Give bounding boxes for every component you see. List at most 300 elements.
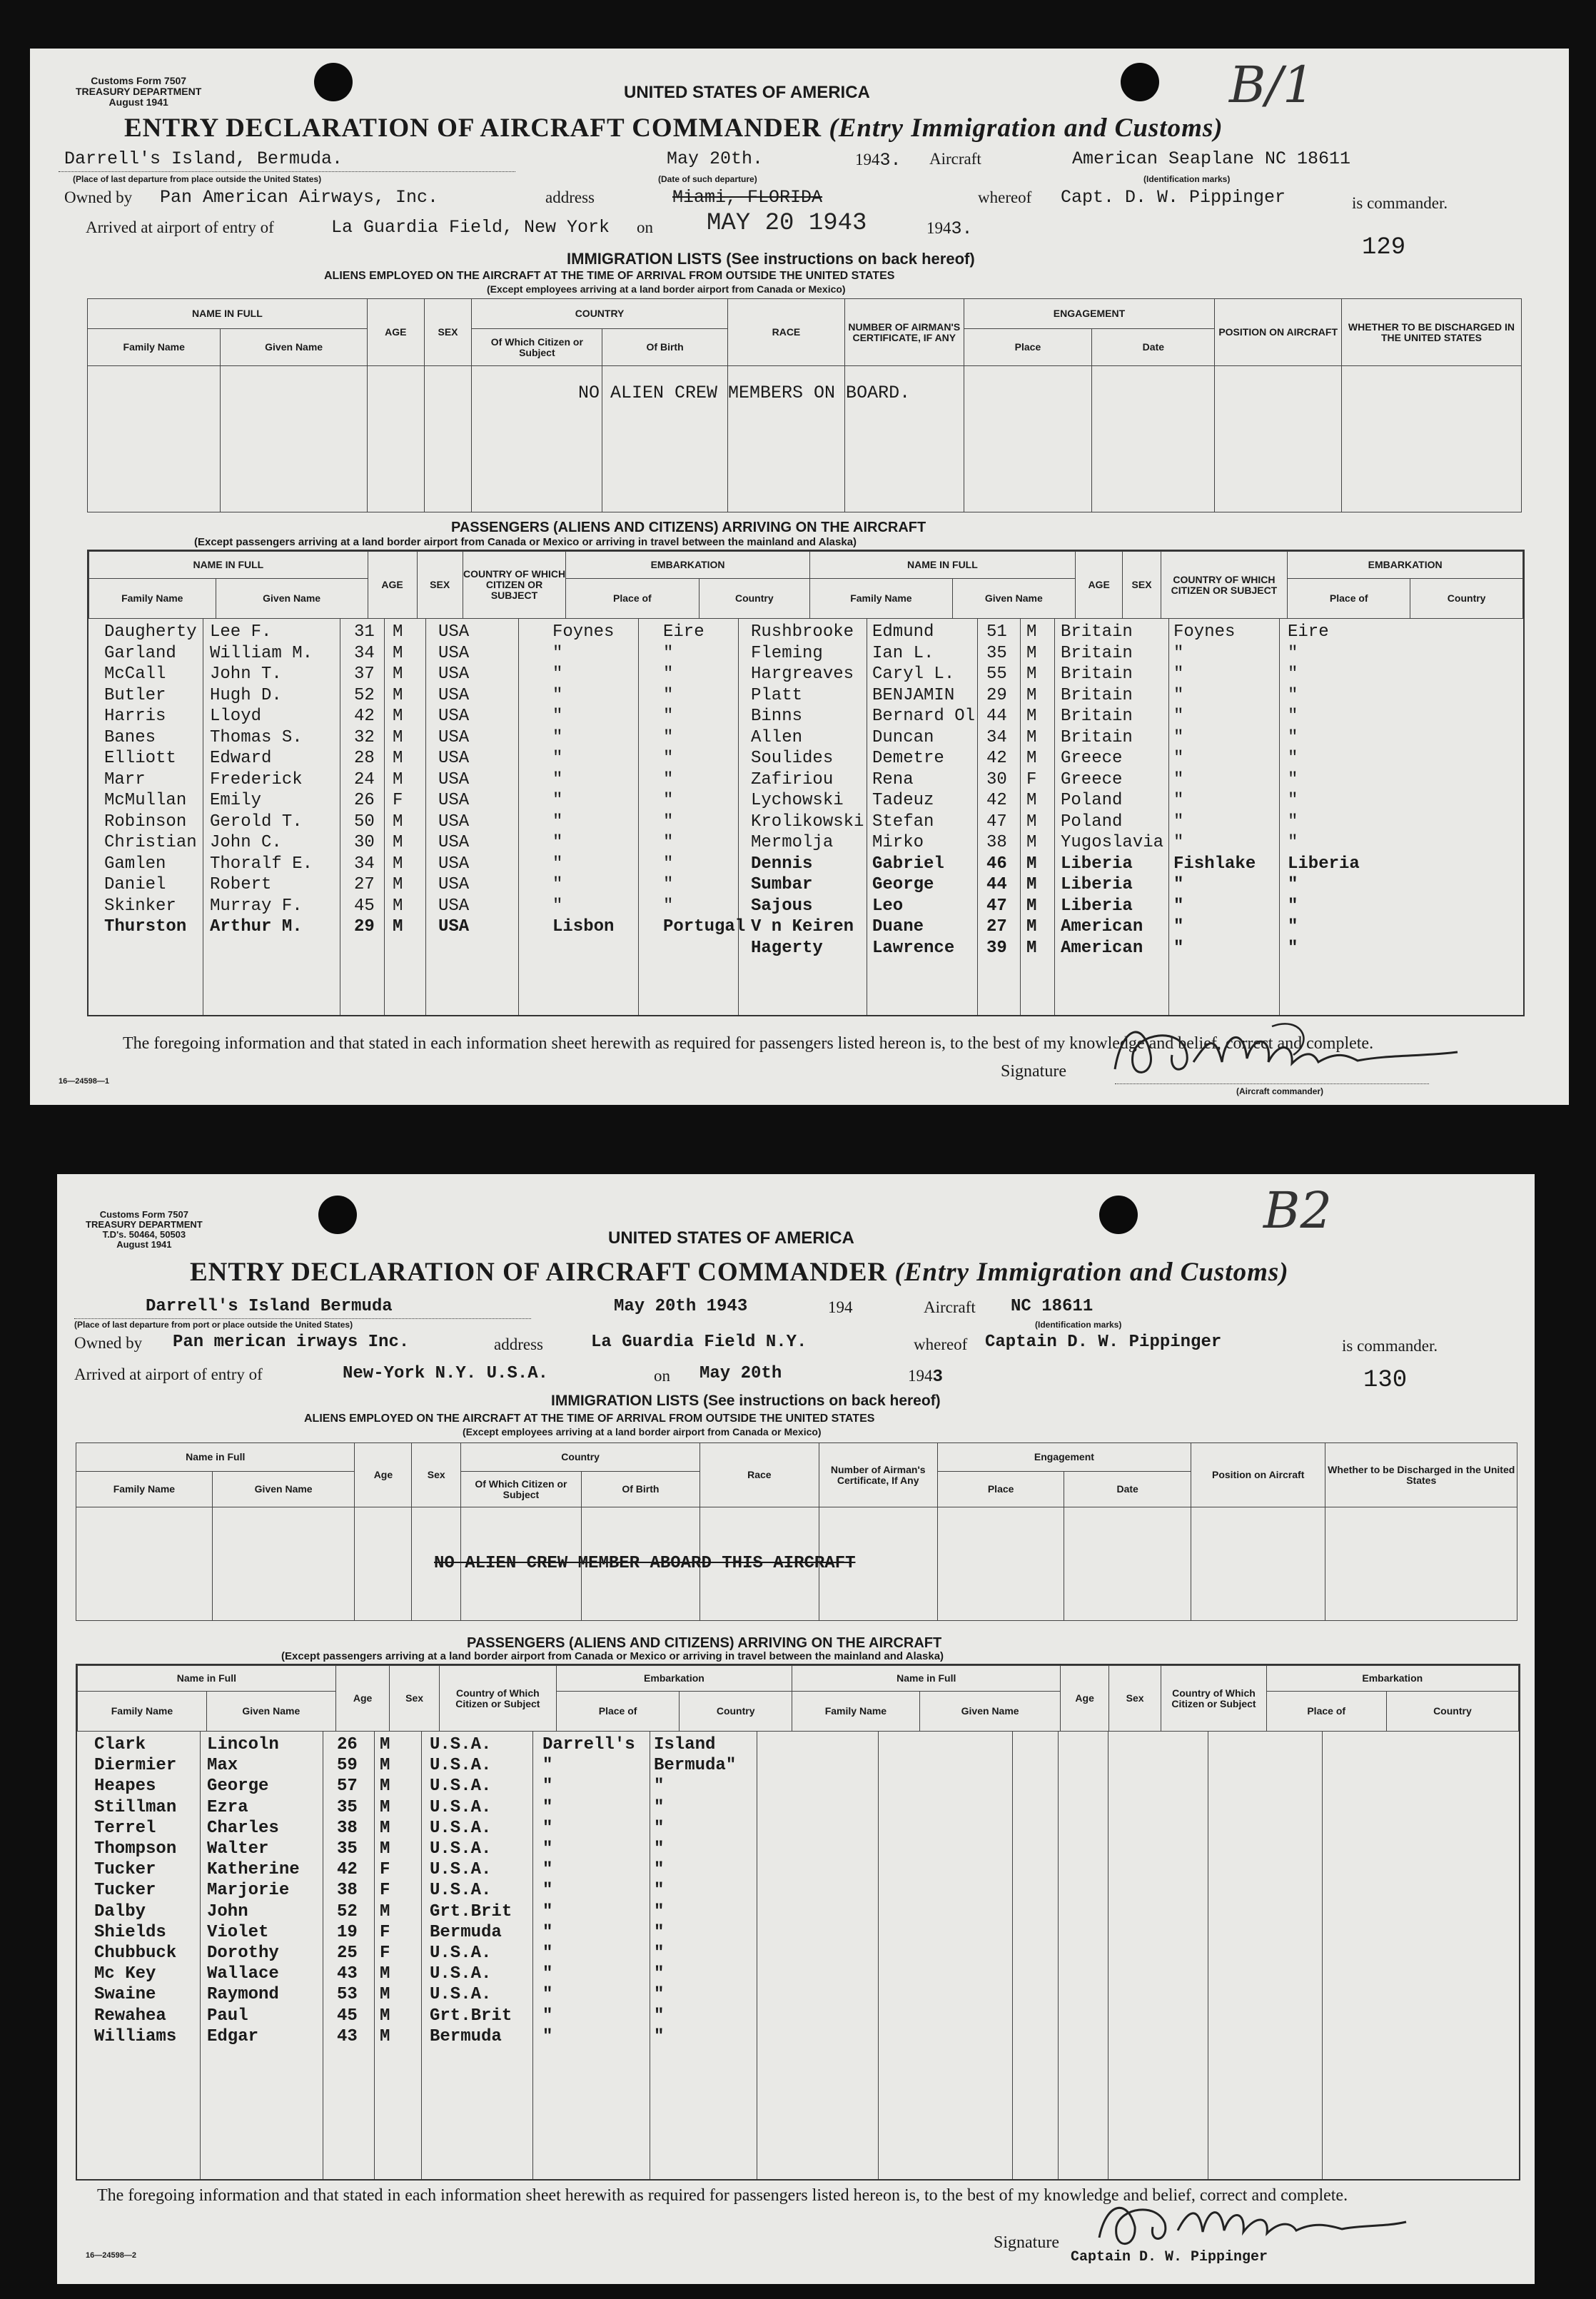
passenger-place: " xyxy=(552,685,563,705)
passenger-country: " xyxy=(1288,665,1298,684)
passenger-cit: USA xyxy=(438,749,470,768)
arrival-year-suffix: 3. xyxy=(951,218,973,239)
form-code: 16—24598—1 xyxy=(59,1077,109,1086)
passenger-family: Rushbrooke xyxy=(751,622,854,642)
passenger-family: Mermolja xyxy=(751,833,834,852)
passenger-sex: M xyxy=(380,1818,390,1838)
passenger-place: " xyxy=(542,1944,553,1963)
passenger-age: 42 xyxy=(986,749,1007,768)
passenger-country: " xyxy=(654,1818,665,1838)
passenger-place: Foynes xyxy=(1173,622,1236,642)
passenger-sex: M xyxy=(1026,833,1037,852)
passenger-age: 42 xyxy=(354,707,375,726)
passenger-place: " xyxy=(552,665,563,684)
passenger-given: George xyxy=(207,1777,269,1797)
passenger-cit: USA xyxy=(438,875,470,894)
on-label: on xyxy=(637,218,653,236)
passenger-family: Lychowski xyxy=(751,791,844,810)
passenger-age: 43 xyxy=(337,1964,358,1984)
passenger-family: Stillman xyxy=(94,1797,177,1817)
pass-header-family: Family Name xyxy=(78,1692,207,1732)
passenger-country: " xyxy=(1288,685,1298,705)
passenger-age: 35 xyxy=(986,643,1007,663)
passenger-country: " xyxy=(663,643,674,663)
passenger-age: 28 xyxy=(354,749,375,768)
passenger-age: 55 xyxy=(986,665,1007,684)
passenger-age: 47 xyxy=(986,896,1007,916)
pass-header-age-right: AGE xyxy=(1075,552,1123,619)
passenger-place: " xyxy=(1173,769,1184,789)
passenger-row xyxy=(89,728,1523,749)
passenger-cit: Poland xyxy=(1061,791,1123,810)
passenger-cit: USA xyxy=(438,685,470,705)
passenger-row xyxy=(89,686,1523,707)
passenger-row xyxy=(77,1881,1519,1901)
passenger-country: Eire xyxy=(663,622,704,642)
aliens-title: ALIENS EMPLOYED ON THE AIRCRAFT AT THE TIME OF ARRIVAL FROM OUTSIDE THE UNITED STATES xyxy=(324,270,895,282)
passenger-place: " xyxy=(542,2026,553,2046)
passenger-age: 45 xyxy=(337,2006,358,2026)
passengers-note: (Except passengers arriving at a land border airport from Canada or Mexico or arriving in travel between the mainland and Alaska) xyxy=(281,1650,944,1662)
passenger-sex: M xyxy=(1026,643,1037,663)
passenger-sex: M xyxy=(393,917,403,936)
passenger-country: " xyxy=(1288,707,1298,726)
passenger-place: " xyxy=(1173,833,1184,852)
passenger-cit: U.S.A. xyxy=(430,1735,492,1754)
pass-header-family-right: Family Name xyxy=(792,1692,920,1732)
pencil-mark: B2 xyxy=(1263,1181,1332,1240)
passenger-sex: M xyxy=(380,1735,390,1754)
passenger-country: " xyxy=(663,685,674,705)
passenger-given: Lloyd xyxy=(210,707,262,726)
pass-header-sex-right: SEX xyxy=(1123,552,1161,619)
departure-caption: (Place of last departure from place outside the United States) xyxy=(73,174,322,184)
passenger-given: George xyxy=(872,875,934,894)
pass-header-name: Name in Full xyxy=(78,1666,336,1692)
passenger-age: 44 xyxy=(986,875,1007,894)
declaration-form-130 xyxy=(57,1174,1535,2284)
passenger-family: Soulides xyxy=(751,749,834,768)
passenger-country: " xyxy=(663,896,674,916)
passenger-sex: F xyxy=(1026,769,1037,789)
passenger-given: Rena xyxy=(872,769,914,789)
crew-header-family: Family Name xyxy=(88,329,221,366)
passenger-country: " xyxy=(1288,749,1298,768)
passenger-age: 52 xyxy=(337,1901,358,1921)
passenger-row xyxy=(77,2006,1519,2027)
arrival-airport: New-York N.Y. U.S.A. xyxy=(343,1364,549,1383)
passenger-family: Robinson xyxy=(104,812,187,832)
passenger-row xyxy=(77,1756,1519,1777)
passenger-cit: USA xyxy=(438,769,470,789)
passengers-note: (Except passengers arriving at a land border airport from Canada or Mexico or arriving in travel between the mainland and Alaska) xyxy=(194,536,857,548)
form-header-block xyxy=(76,76,201,108)
passenger-cit: Britain xyxy=(1061,685,1133,705)
crew-header-birth: Of Birth xyxy=(602,329,727,366)
passenger-place: " xyxy=(552,727,563,747)
pass-header-family: Family Name xyxy=(89,579,216,619)
whereof-label: whereof xyxy=(914,1335,968,1353)
passenger-cit: Grt.Brit xyxy=(430,2006,512,2026)
aircraft-label: Aircraft xyxy=(929,150,981,168)
passenger-family: Christian xyxy=(104,833,197,852)
passenger-family: Sumbar xyxy=(751,875,813,894)
passenger-family: Dennis xyxy=(751,854,813,874)
crew-header-country: Country xyxy=(461,1443,700,1472)
crew-header-certificate: Number of Airman's Certificate, If Any xyxy=(819,1443,937,1507)
passenger-place: " xyxy=(1173,917,1184,936)
passenger-row xyxy=(89,812,1523,833)
footer-statement: The foregoing information and that stated in each information sheet herewith as required for passengers listed hereon is, to the best of my knowledge and belief, correct and complete. xyxy=(97,2186,1348,2205)
passengers-title: PASSENGERS (ALIENS AND CITIZENS) ARRIVING ON THE AIRCRAFT xyxy=(467,1635,942,1651)
passenger-age: 26 xyxy=(337,1735,358,1754)
passenger-sex: M xyxy=(1026,875,1037,894)
passenger-cit: U.S.A. xyxy=(430,1944,492,1963)
passenger-country: " xyxy=(1288,727,1298,747)
passenger-place: " xyxy=(1173,665,1184,684)
passenger-family: Dalby xyxy=(94,1901,146,1921)
pass-header-embark: Embarkation xyxy=(556,1666,792,1692)
passenger-cit: Liberia xyxy=(1061,854,1133,874)
passenger-given: Gerold T. xyxy=(210,812,303,832)
passenger-row xyxy=(89,644,1523,665)
passenger-sex: M xyxy=(393,665,403,684)
passenger-row xyxy=(89,939,1523,959)
passenger-place: " xyxy=(1173,727,1184,747)
crew-header-date: Date xyxy=(1064,1472,1191,1507)
crew-header-engagement: ENGAGEMENT xyxy=(964,299,1215,329)
crew-header-race: RACE xyxy=(727,299,844,366)
immigration-note: (See instructions on back hereof) xyxy=(726,250,975,268)
passenger-sex: M xyxy=(393,833,403,852)
passenger-place: " xyxy=(1173,643,1184,663)
passenger-place: " xyxy=(542,1881,553,1901)
owner: Pan merican irways Inc. xyxy=(173,1333,410,1352)
passenger-country: " xyxy=(654,1797,665,1817)
passenger-given: Thomas S. xyxy=(210,727,303,747)
passenger-country: " xyxy=(1288,896,1298,916)
passenger-cit: USA xyxy=(438,854,470,874)
passenger-sex: M xyxy=(1026,749,1037,768)
passenger-country: Bermuda" xyxy=(654,1756,737,1776)
passenger-place: " xyxy=(1173,749,1184,768)
pass-header-given: Given Name xyxy=(216,579,368,619)
passenger-place: " xyxy=(552,769,563,789)
passenger-place: " xyxy=(542,1818,553,1838)
crew-header-discharge: Whether to be Discharged in the United States xyxy=(1325,1443,1517,1507)
passenger-given: Wallace xyxy=(207,1964,279,1984)
pass-header-place-right: Place of xyxy=(1288,579,1410,619)
passenger-sex: M xyxy=(393,875,403,894)
passenger-cit: Britain xyxy=(1061,622,1133,642)
title-italic: (Entry Immigration and Customs) xyxy=(894,1258,1289,1287)
arrival-year-prefix: 194 xyxy=(926,219,951,237)
passenger-place: " xyxy=(552,812,563,832)
passenger-place: " xyxy=(1173,685,1184,705)
commander: Captain D. W. Pippinger xyxy=(985,1333,1222,1352)
passenger-row xyxy=(77,1798,1519,1819)
passenger-row xyxy=(89,854,1523,875)
passenger-cit: Bermuda xyxy=(430,2026,502,2046)
passenger-family: Thurston xyxy=(104,917,187,936)
passenger-age: 37 xyxy=(354,665,375,684)
passenger-given: Duane xyxy=(872,917,924,936)
passenger-given: Edmund xyxy=(872,622,934,642)
passenger-family: Thompson xyxy=(94,1839,177,1859)
immigration-title: IMMIGRATION LISTS (See instructions on back hereof) xyxy=(567,250,975,268)
passenger-given: John C. xyxy=(210,833,282,852)
passenger-country: " xyxy=(1288,917,1298,936)
treasury-department: TREASURY DEPARTMENT xyxy=(86,1219,203,1230)
passenger-sex: M xyxy=(380,1901,390,1921)
crew-header-country: COUNTRY xyxy=(472,299,728,329)
passenger-country: " xyxy=(1288,812,1298,832)
signature-caption: (Aircraft commander) xyxy=(1236,1086,1324,1096)
passenger-family: Elliott xyxy=(104,749,176,768)
passenger-sex: M xyxy=(1026,665,1037,684)
passenger-cit: Britain xyxy=(1061,707,1133,726)
crew-header-date: Date xyxy=(1092,329,1215,366)
passenger-place: " xyxy=(552,896,563,916)
passenger-family: Daugherty xyxy=(104,622,197,642)
passenger-cit: Liberia xyxy=(1061,875,1133,894)
passenger-sex: F xyxy=(393,791,403,810)
passenger-age: 38 xyxy=(337,1881,358,1901)
passenger-place: " xyxy=(552,643,563,663)
passenger-row xyxy=(77,1860,1519,1881)
passenger-given: Leo xyxy=(872,896,904,916)
passenger-country: " xyxy=(663,875,674,894)
passenger-place: " xyxy=(1173,791,1184,810)
passenger-family: McCall xyxy=(104,665,166,684)
passengers-table xyxy=(76,1664,1520,2181)
declaration-form-129 xyxy=(30,49,1569,1105)
passenger-age: 42 xyxy=(337,1860,358,1880)
form-header-block xyxy=(86,1210,203,1250)
pass-header-sex: Sex xyxy=(390,1666,439,1732)
passenger-age: 29 xyxy=(986,685,1007,705)
passenger-given: Stefan xyxy=(872,812,934,832)
punch-hole xyxy=(318,1196,357,1234)
pass-header-embark-right: Embarkation xyxy=(1266,1666,1518,1692)
crew-header-name: NAME IN FULL xyxy=(88,299,368,329)
pass-header-name-right: NAME IN FULL xyxy=(809,552,1075,579)
sheet-number: 130 xyxy=(1363,1367,1408,1394)
passenger-cit: Greece xyxy=(1061,749,1123,768)
crew-note: NO ALIEN CREW MEMBER ABOARD THIS AIRCRAFT xyxy=(434,1554,856,1573)
passenger-given: Marjorie xyxy=(207,1881,290,1901)
passenger-place: " xyxy=(542,1860,553,1880)
customs-form-number: Customs Form 7507 xyxy=(91,75,187,86)
passenger-family: Harris xyxy=(104,707,166,726)
date-caption: (Date of such departure) xyxy=(658,174,757,184)
passenger-given: BENJAMIN xyxy=(872,685,955,705)
country-heading: UNITED STATES OF AMERICA xyxy=(624,83,870,102)
passenger-family: Clark xyxy=(94,1735,146,1754)
arrived-label: Arrived at airport of entry of xyxy=(86,218,274,236)
pass-header-citizen-right: Country of Which Citizen or Subject xyxy=(1161,1666,1266,1732)
pass-header-embark: EMBARKATION xyxy=(566,552,810,579)
pass-header-country: Country xyxy=(680,1692,792,1732)
passenger-country: " xyxy=(654,1901,665,1921)
passenger-age: 51 xyxy=(986,622,1007,642)
passenger-cit: U.S.A. xyxy=(430,1756,492,1776)
passenger-given: Charles xyxy=(207,1818,279,1838)
passenger-age: 34 xyxy=(986,727,1007,747)
address-label: address xyxy=(494,1335,543,1353)
passenger-family: Swaine xyxy=(94,1985,156,2005)
form-title xyxy=(190,1257,1289,1288)
passenger-sex: M xyxy=(1026,938,1037,958)
passengers-body xyxy=(89,618,1523,1015)
passenger-family: Shields xyxy=(94,1922,166,1942)
aircraft-id: NC 18611 xyxy=(1011,1297,1094,1316)
passenger-cit: U.S.A. xyxy=(430,1797,492,1817)
passenger-given: Lawrence xyxy=(872,938,955,958)
passenger-given: John T. xyxy=(210,665,282,684)
passenger-cit: USA xyxy=(438,917,470,936)
passenger-sex: F xyxy=(380,1944,390,1963)
year-prefix: 194 xyxy=(855,151,880,168)
passenger-age: 27 xyxy=(986,917,1007,936)
passenger-sex: M xyxy=(393,854,403,874)
immigration-note: (See instructions on back hereof) xyxy=(703,1393,941,1409)
passenger-cit: Liberia xyxy=(1061,896,1133,916)
passenger-row xyxy=(77,1819,1519,1839)
aliens-note: (Except employees arriving at a land border airport from Canada or Mexico) xyxy=(487,283,846,295)
passenger-country: " xyxy=(654,1839,665,1859)
crew-header-given: Given Name xyxy=(212,1472,355,1507)
passenger-given: Paul xyxy=(207,2006,248,2026)
passenger-place: " xyxy=(542,1839,553,1859)
pass-header-given: Given Name xyxy=(206,1692,335,1732)
passenger-age: 38 xyxy=(337,1818,358,1838)
passenger-country: " xyxy=(1288,643,1298,663)
passenger-given: Robert xyxy=(210,875,272,894)
aircraft-id: American Seaplane NC 18611 xyxy=(1072,148,1351,169)
passenger-country: " xyxy=(654,1944,665,1963)
passenger-place: " xyxy=(1173,812,1184,832)
departure-date: May 20th. xyxy=(667,148,764,169)
passengers-header xyxy=(77,1665,1519,1732)
treasury-department: TREASURY DEPARTMENT xyxy=(76,86,202,97)
passenger-country: " xyxy=(663,727,674,747)
passenger-given: Murray F. xyxy=(210,896,303,916)
passenger-sex: M xyxy=(380,2006,390,2026)
aircraft-label: Aircraft xyxy=(924,1298,976,1316)
title-main: ENTRY DECLARATION OF AIRCRAFT COMMANDER xyxy=(124,113,822,143)
departure-place: Darrell's Island Bermuda xyxy=(146,1297,393,1316)
passenger-sex: M xyxy=(380,1777,390,1797)
pass-header-place-right: Place of xyxy=(1266,1692,1386,1732)
passenger-row xyxy=(89,622,1523,643)
passenger-given: Dorothy xyxy=(207,1944,279,1963)
passenger-family: McMullan xyxy=(104,791,187,810)
passenger-row xyxy=(77,2027,1519,2048)
passenger-family: Daniel xyxy=(104,875,166,894)
passenger-country: " xyxy=(663,749,674,768)
passenger-cit: USA xyxy=(438,665,470,684)
passenger-given: Emily xyxy=(210,791,262,810)
crew-header-place: Place xyxy=(937,1472,1064,1507)
passenger-cit: USA xyxy=(438,791,470,810)
commander-suffix: is commander. xyxy=(1342,1337,1438,1355)
pass-header-age: Age xyxy=(335,1666,390,1732)
passenger-country: " xyxy=(663,791,674,810)
passenger-age: 50 xyxy=(354,812,375,832)
passenger-sex: M xyxy=(393,643,403,663)
passenger-country: Liberia xyxy=(1288,854,1360,874)
owned-by-label: Owned by xyxy=(74,1334,143,1352)
pass-header-age-right: Age xyxy=(1061,1666,1108,1732)
passenger-country: " xyxy=(654,1964,665,1984)
arrived-label: Arrived at airport of entry of xyxy=(74,1365,263,1383)
passenger-place: Foynes xyxy=(552,622,615,642)
passenger-sex: M xyxy=(1026,854,1037,874)
crew-header-birth: Of Birth xyxy=(581,1472,699,1507)
crew-header-race: Race xyxy=(700,1443,819,1507)
crew-header-position: POSITION ON AIRCRAFT xyxy=(1215,299,1342,366)
passenger-given: Raymond xyxy=(207,1985,279,2005)
passenger-place: " xyxy=(552,854,563,874)
passenger-country: " xyxy=(654,1922,665,1942)
passenger-cit: U.S.A. xyxy=(430,1881,492,1901)
id-caption: (Identification marks) xyxy=(1143,174,1231,184)
passenger-row xyxy=(77,1777,1519,1797)
passenger-age: 46 xyxy=(986,854,1007,874)
passenger-country: " xyxy=(654,2006,665,2026)
passenger-given: Lincoln xyxy=(207,1735,279,1754)
passenger-row xyxy=(77,1735,1519,1756)
passenger-age: 30 xyxy=(986,769,1007,789)
address: La Guardia Field N.Y. xyxy=(591,1333,807,1352)
passenger-place: " xyxy=(552,833,563,852)
passenger-cit: American xyxy=(1061,938,1143,958)
country-heading: UNITED STATES OF AMERICA xyxy=(608,1228,854,1248)
passenger-family: Terrel xyxy=(94,1818,156,1838)
passenger-given: John xyxy=(207,1901,248,1921)
passenger-family: Marr xyxy=(104,769,146,789)
passenger-given: Violet xyxy=(207,1922,269,1942)
year-prefix: 194 xyxy=(828,1298,853,1316)
passenger-country: " xyxy=(663,707,674,726)
form-date: August 1941 xyxy=(116,1239,172,1250)
passenger-cit: USA xyxy=(438,727,470,747)
commander-signature xyxy=(1085,2188,1413,2259)
passenger-given: Arthur M. xyxy=(210,917,303,936)
passenger-cit: Britain xyxy=(1061,643,1133,663)
passenger-given: Gabriel xyxy=(872,854,944,874)
passenger-age: 30 xyxy=(354,833,375,852)
form-date: August 1941 xyxy=(108,96,168,108)
passenger-country: " xyxy=(663,833,674,852)
passenger-family: Heapes xyxy=(94,1777,156,1797)
passenger-family: Fleming xyxy=(751,643,823,663)
passenger-place: " xyxy=(542,1985,553,2005)
passenger-family: Tucker xyxy=(94,1881,156,1901)
passenger-cit: USA xyxy=(438,896,470,916)
passenger-given: Lee F. xyxy=(210,622,272,642)
pass-header-citizen-right: COUNTRY OF WHICH CITIZEN OR SUBJECT xyxy=(1161,552,1288,619)
passenger-sex: M xyxy=(1026,685,1037,705)
passenger-age: 34 xyxy=(354,854,375,874)
passenger-place: " xyxy=(542,1901,553,1921)
passenger-age: 47 xyxy=(986,812,1007,832)
passenger-sex: M xyxy=(393,622,403,642)
passengers-header xyxy=(89,551,1523,619)
immigration-title: IMMIGRATION LISTS (See instructions on back hereof) xyxy=(551,1393,941,1409)
punch-hole xyxy=(314,63,353,101)
